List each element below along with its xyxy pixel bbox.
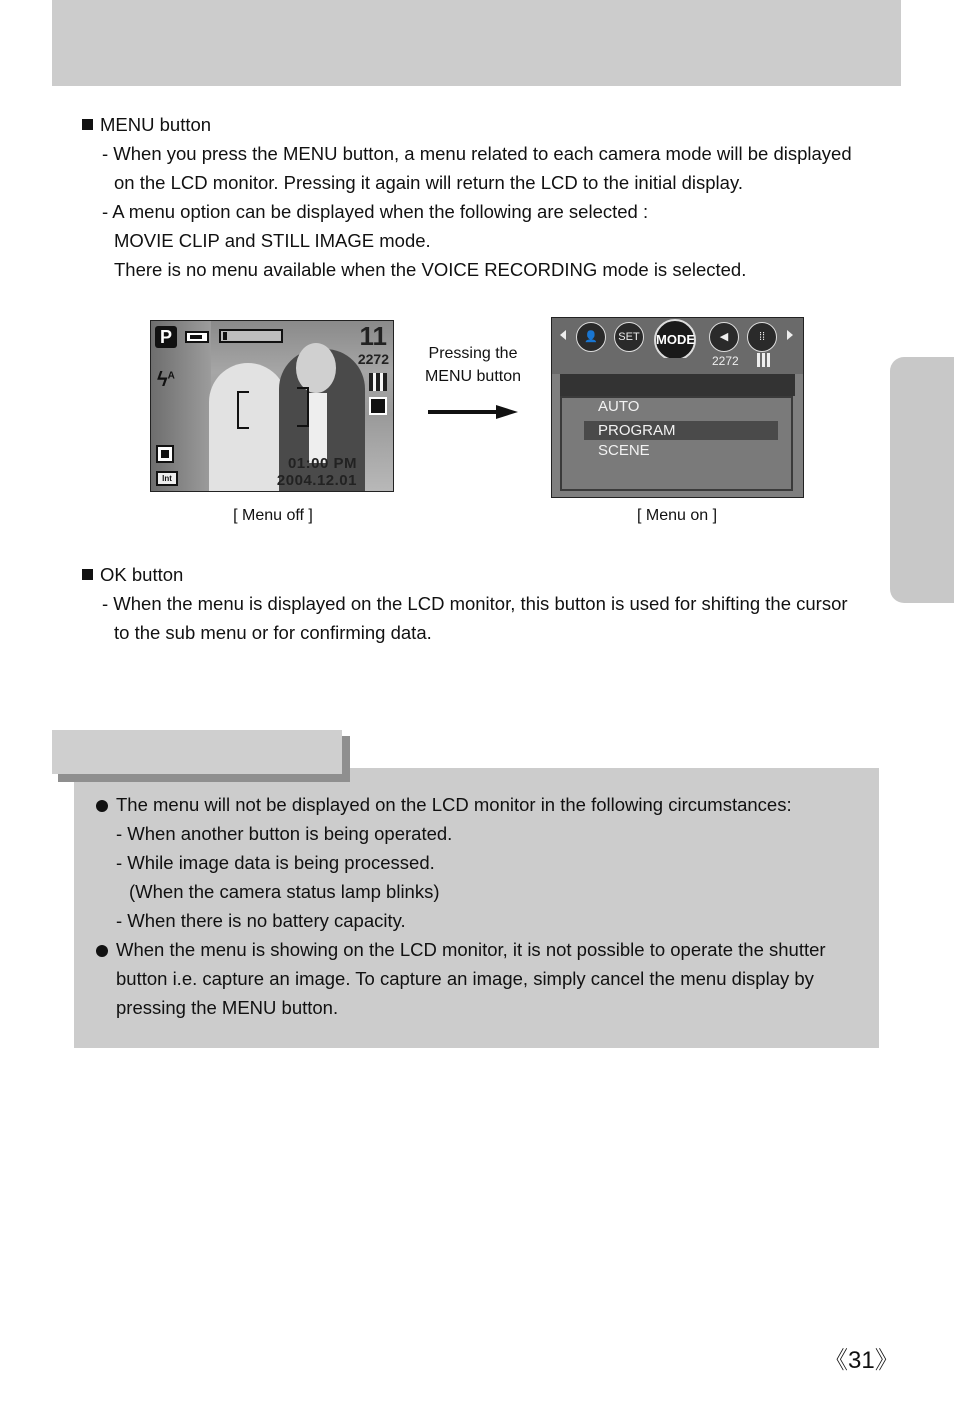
af-bracket-right [297, 387, 309, 427]
note-sub-2: - While image data is being processed. [116, 852, 435, 873]
menu-header-bar [560, 374, 795, 396]
square-bullet-icon [82, 119, 93, 130]
mode-icon: MODE [654, 319, 696, 361]
quality-icon: ⁞⁞ [747, 322, 777, 352]
photo-face [296, 343, 336, 393]
tab-pointer [656, 358, 692, 374]
note-sub-3: - When there is no battery capacity. [116, 910, 406, 931]
note-sub-2b: (When the camera status lamp blinks) [129, 881, 440, 902]
quality-dots-icon [757, 353, 771, 367]
af-bracket-left [237, 391, 249, 429]
left-triangle-icon [560, 330, 566, 340]
side-tab [890, 357, 954, 603]
lcd-menu-on [551, 317, 804, 498]
metering-icon [369, 397, 387, 415]
round-bullet-icon [96, 945, 108, 957]
menu-line-3: - A menu option can be displayed when the following are selected : [102, 201, 649, 222]
image-size-label: 2272 [357, 351, 389, 367]
round-bullet-icon [96, 800, 108, 812]
arrow-caption [414, 342, 532, 388]
menu-line-1: - When you press the MENU button, a menu related to each camera mode will be displayed [102, 143, 852, 164]
page-number: 《31》 [824, 1347, 899, 1374]
menu-button-section [82, 110, 852, 284]
menu-line-2: on the LCD monitor. Pressing it again will return the LCD to the initial display. [114, 172, 743, 193]
flash-auto-icon: $ϟ^A$ [157, 369, 175, 391]
right-arrow-icon [428, 405, 518, 419]
battery-icon [185, 331, 209, 343]
note-item-2-line-1: When the menu is showing on the LCD monitor, it is not possible to operate the shutter [116, 939, 826, 960]
menu-panel [560, 396, 793, 491]
ok-line-2: to the sub menu or for confirming data. [114, 622, 432, 643]
sound-icon: ◀ [709, 322, 739, 352]
flash-auto-label: A [167, 370, 175, 382]
portrait-icon: 👤 [576, 322, 606, 352]
note-item-2-line-2: button i.e. capture an image. To capture an image, simply cancel the menu display by [116, 968, 814, 989]
mode-p-icon: P [155, 326, 177, 348]
lcd-menu-off [150, 320, 394, 492]
quality-icon [369, 373, 387, 391]
ok-line-1: - When the menu is displayed on the LCD monitor, this button is used for shifting the cursor [102, 593, 848, 614]
menu-item-auto[interactable]: AUTO [598, 398, 640, 415]
zoom-bar-icon [219, 329, 283, 343]
caption-menu-on: [ Menu on ] [636, 507, 718, 524]
caption-menu-off: [ Menu off ] [233, 507, 313, 524]
stabilizer-icon [156, 445, 174, 463]
note-item-1: The menu will not be displayed on the LCD monitor in the following circumstances: [116, 794, 792, 815]
arrow-caption-line-2: MENU button [424, 368, 522, 385]
note-text [96, 790, 826, 1022]
zoom-bar-fill [223, 332, 227, 340]
note-item-2-line-3: pressing the MENU button. [116, 997, 339, 1018]
menu-line-4: MOVIE CLIP and STILL IMAGE mode. [114, 230, 431, 251]
lcd-time: 01:00 PM [287, 455, 357, 472]
photo-shirt [309, 393, 327, 463]
arrow-caption-line-1: Pressing the [428, 345, 518, 362]
ok-button-section [82, 560, 848, 647]
ok-section-title: OK button [100, 564, 184, 585]
menu-line-5: There is no menu available when the VOICE RECORDING mode is selected. [114, 259, 747, 280]
menu-section-title: MENU button [100, 114, 212, 135]
header-band [52, 0, 901, 86]
lcd-date: 2004.12.01 [276, 472, 357, 489]
note-sub-1: - When another button is being operated. [116, 823, 453, 844]
internal-memory-icon: Int [156, 471, 178, 486]
square-bullet-icon [82, 569, 93, 580]
image-size-label: 2272 [712, 354, 739, 368]
shots-remaining: 11 [359, 321, 387, 351]
set-icon: SET [614, 322, 644, 352]
menu-item-program[interactable]: PROGRAM [584, 421, 778, 440]
menu-item-scene[interactable]: SCENE [598, 442, 650, 459]
note-tab [52, 730, 342, 774]
right-triangle-icon [787, 330, 793, 340]
